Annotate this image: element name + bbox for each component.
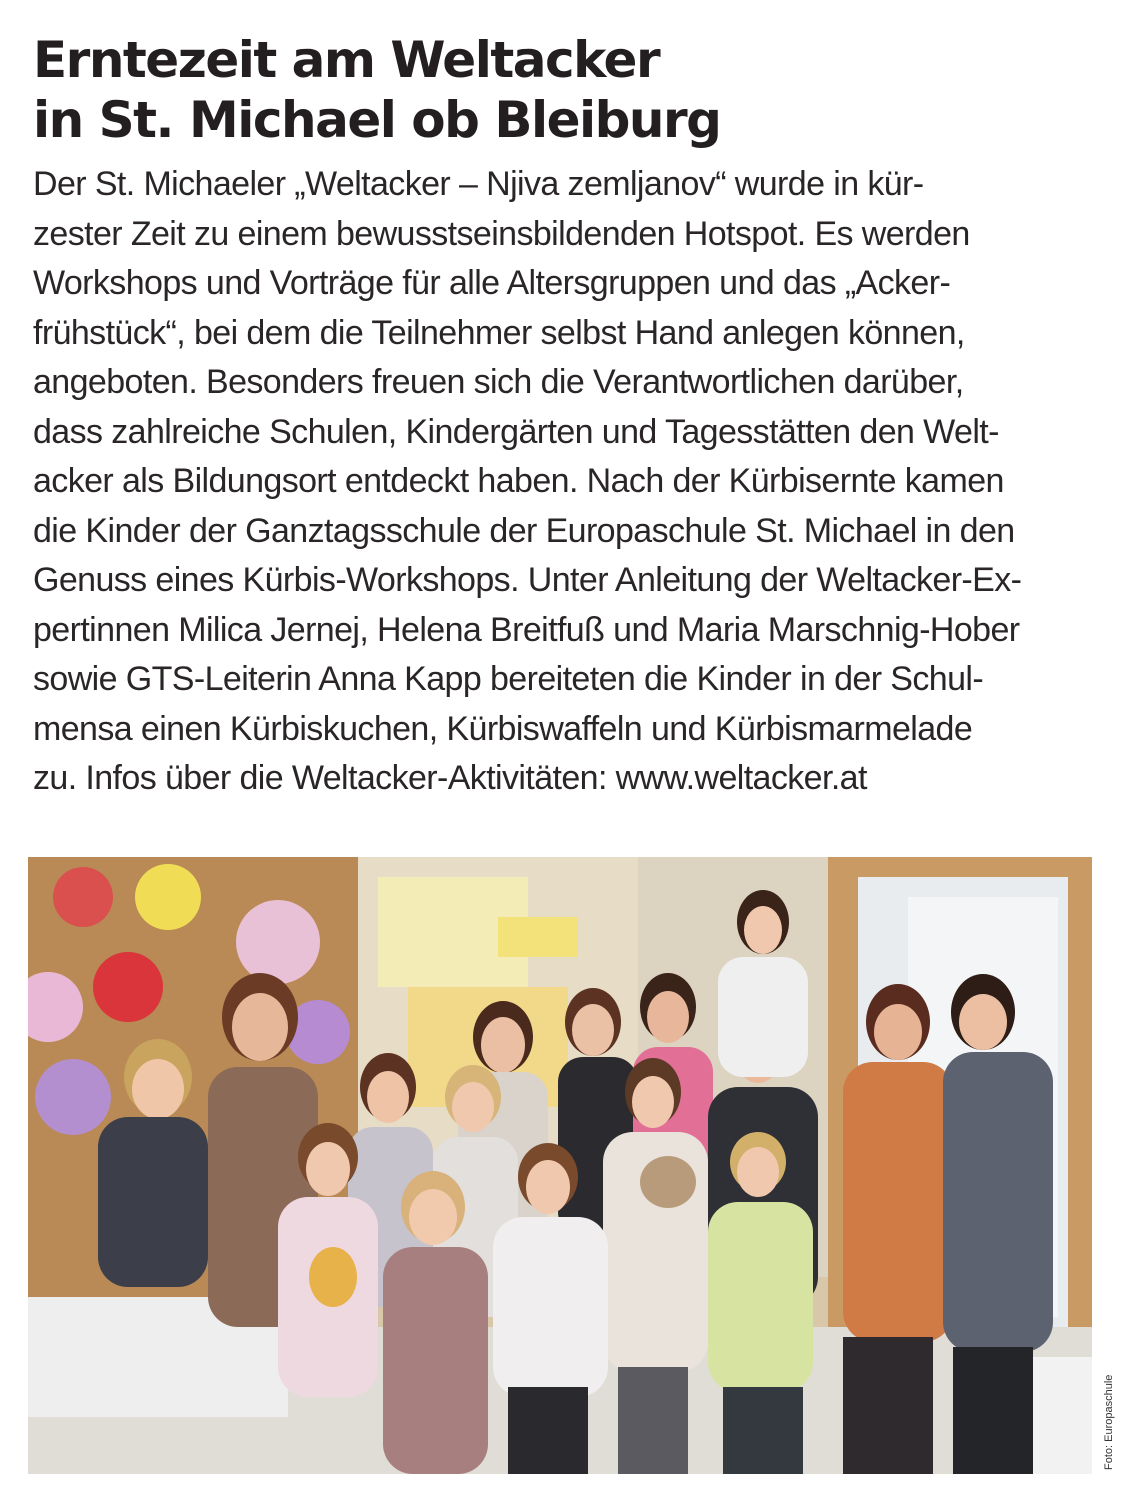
body-line: zu. Infos über die Weltacker-Aktivitäten: www.weltacker.at: [33, 759, 867, 797]
body-line: die Kinder der Ganztagsschule der Europaschule St. Michael in den: [33, 511, 1015, 550]
body-line: mensa einen Kürbiskuchen, Kürbiswaffeln und Kürbismarmelade: [33, 709, 973, 748]
group-photo-illustration: [28, 857, 1092, 1474]
body-line: frühstück“, bei dem die Teilnehmer selbst Hand anlegen können,: [33, 313, 965, 352]
body-line: Der St. Michaeler „Weltacker – Njiva zemljanov“ wurde in kür-: [33, 165, 924, 203]
body-line: zester Zeit zu einem bewusstseinsbildenden Hotspot. Es werden: [33, 214, 970, 253]
article-headline: [33, 30, 1093, 150]
group-photo: [28, 857, 1092, 1474]
body-line: pertinnen Milica Jernej, Helena Breitfuß und Maria Marschnig-Hober: [33, 610, 1020, 649]
body-line: Genuss eines Kürbis-Workshops. Unter Anleitung der Weltacker-Ex-: [33, 561, 1022, 599]
body-line: sowie GTS-Leiterin Anna Kapp bereiteten die Kinder in der Schul-: [33, 660, 984, 698]
body-line: dass zahlreiche Schulen, Kindergärten und Tagesstätten den Welt-: [33, 412, 999, 451]
headline-line-1: Erntezeit am Weltacker: [33, 31, 660, 89]
body-line: Workshops und Vorträge für alle Altersgruppen und das „Acker-: [33, 264, 951, 302]
body-line: angeboten. Besonders freuen sich die Verantwortlichen darüber,: [33, 363, 964, 401]
headline-line-2: in St. Michael ob Bleiburg: [33, 91, 721, 149]
photo-credit: Foto: Europaschule: [1103, 1374, 1115, 1470]
body-line: acker als Bildungsort entdeckt haben. Nach der Kürbisernte kamen: [33, 462, 1004, 500]
article-body: [33, 160, 1103, 804]
